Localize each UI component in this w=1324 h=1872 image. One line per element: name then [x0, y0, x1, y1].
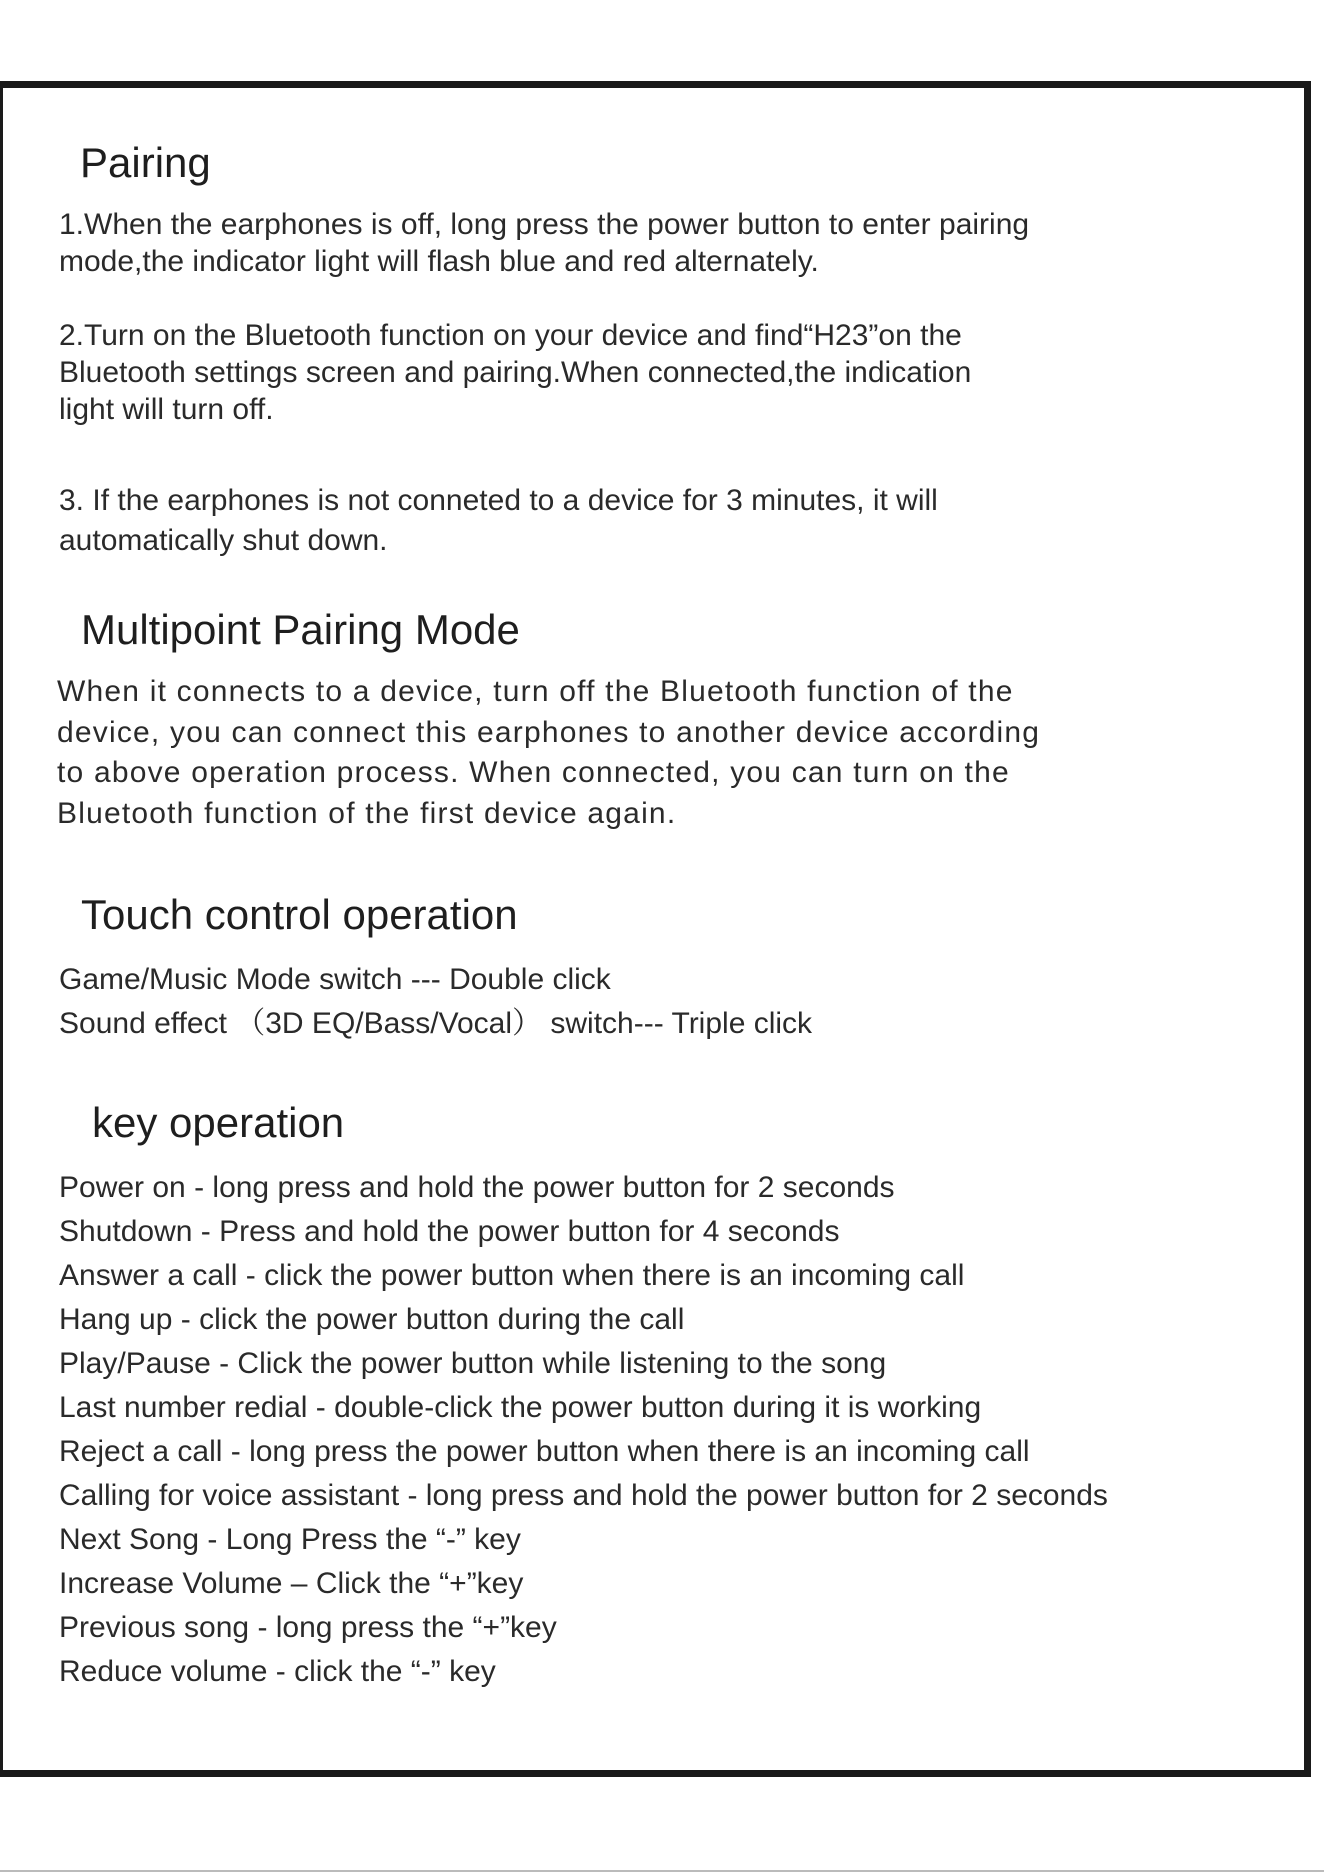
multipoint-body — [57, 672, 1040, 834]
pairing-heading: Pairing — [80, 139, 211, 186]
touch-control-item: Game/Music Mode switch --- Double click — [59, 963, 611, 996]
touch-control-list — [59, 958, 812, 1046]
key-operation-list — [59, 1166, 1108, 1694]
pairing-step-3-line: 3. If the earphones is not conneted to a device for 3 minutes, it will — [59, 484, 938, 517]
key-operation-item: Shutdown - Press and hold the power button for 4 seconds — [59, 1215, 840, 1248]
key-operation-item: Increase Volume – Click the “+”key — [59, 1567, 524, 1600]
key-operation-item: Calling for voice assistant - long press and hold the power button for 2 seconds — [59, 1479, 1108, 1512]
key-operation-item: Previous song - long press the “+”key — [59, 1611, 557, 1644]
multipoint-body-line: Bluetooth function of the first device again. — [57, 796, 677, 830]
key-operation-item: Last number redial - double-click the power button during it is working — [59, 1391, 982, 1424]
key-operation-heading: key operation — [92, 1099, 345, 1146]
key-operation-item: Power on - long press and hold the power button for 2 seconds — [59, 1171, 895, 1204]
key-operation-item: Reduce volume - click the “-” key — [59, 1655, 496, 1688]
key-operation-item: Next Song - Long Press the “-” key — [59, 1523, 521, 1556]
key-operation-item: Reject a call - long press the power button when there is an incoming call — [59, 1435, 1030, 1468]
multipoint-heading: Multipoint Pairing Mode — [81, 606, 520, 653]
multipoint-body-line: device, you can connect this earphones to another device according — [57, 715, 1041, 749]
key-operation-item: Answer a call - click the power button when there is an incoming call — [59, 1259, 965, 1292]
multipoint-body-line: to above operation process. When connected, you can turn on the — [57, 756, 1010, 789]
multipoint-body-line: When it connects to a device, turn off the Bluetooth function of the — [57, 675, 1014, 708]
pairing-step-1-line: 1.When the earphones is off, long press the power button to enter pairing — [59, 208, 1030, 241]
pairing-step-3 — [59, 481, 938, 561]
touch-control-item: Sound effect （3D EQ/Bass/Vocal） switch--- Triple click — [59, 1007, 813, 1040]
touch-control-heading: Touch control operation — [81, 891, 518, 938]
pairing-step-2-line: 2.Turn on the Bluetooth function on your device and find“H23”on the — [59, 319, 962, 352]
key-operation-item: Play/Pause - Click the power button while listening to the song — [59, 1347, 887, 1380]
pairing-step-2-line: Bluetooth settings screen and pairing.When connected,the indication — [59, 356, 972, 389]
key-operation-item: Hang up - click the power button during the call — [59, 1303, 685, 1336]
pairing-step-2 — [59, 317, 971, 428]
pairing-step-1 — [59, 206, 1029, 280]
pairing-step-1-line: mode,the indicator light will flash blue and red alternately. — [59, 245, 819, 278]
pairing-step-3-line: automatically shut down. — [59, 524, 388, 557]
pairing-step-2-line: light will turn off. — [59, 393, 274, 426]
